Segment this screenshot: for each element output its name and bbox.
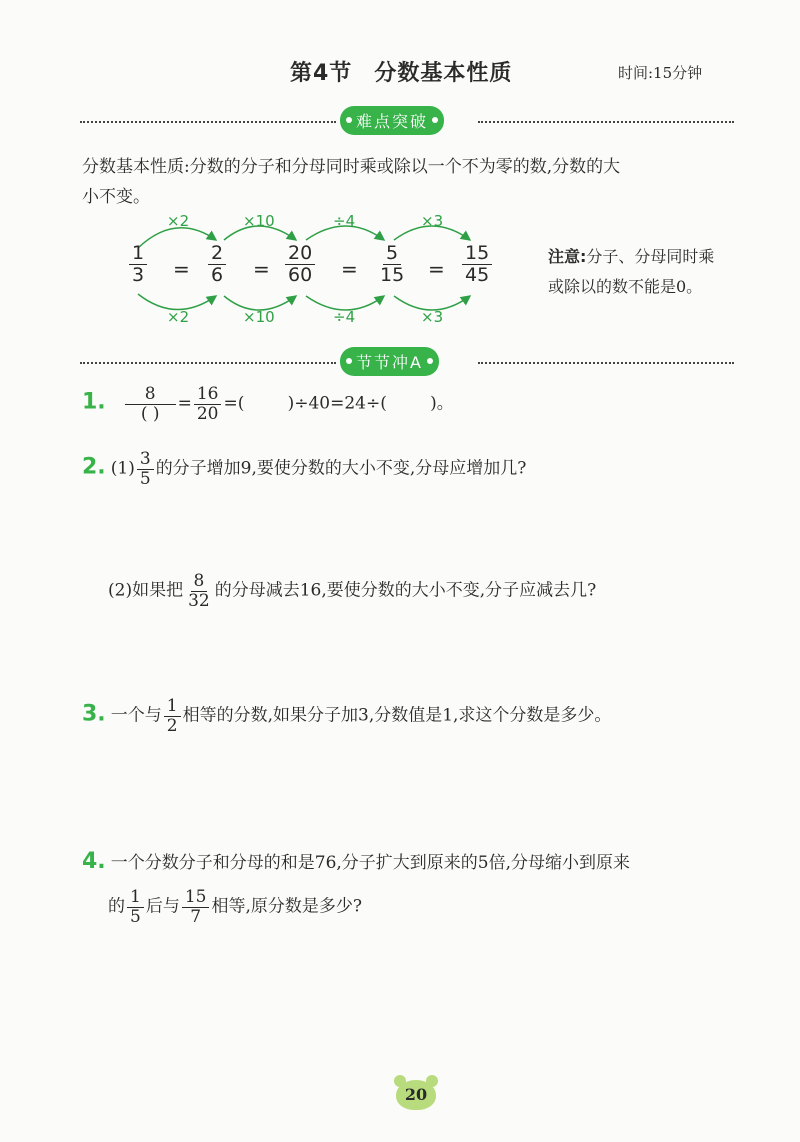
op-top-2: ×10 bbox=[243, 212, 275, 230]
section-badge-practice: 节节冲A bbox=[340, 347, 439, 376]
question-2-part-2: (2)如果把 $\frac{8}{32}$ 的分母减去16,要使分数的大小不变,分子应减去几? bbox=[108, 571, 597, 611]
chain-fraction-2: $\frac{2}{6}$ bbox=[208, 243, 226, 286]
question-4-line-2: 的 $\frac{1}{5}$ 后与 $\frac{15}{7}$ 相等,原分数是多少? bbox=[108, 887, 362, 927]
op-bottom-4: ×3 bbox=[421, 308, 444, 326]
equals-1: = bbox=[173, 257, 190, 281]
section-number: 第4节 bbox=[290, 61, 353, 86]
q1-blanks[interactable]: =( )÷40=24÷( )。 bbox=[223, 393, 454, 414]
time-limit: 时间:15分钟 bbox=[618, 64, 703, 82]
question-number: 2. bbox=[82, 454, 106, 480]
property-text: 分数基本性质:分数的分子和分母同时乘或除以一个不为零的数,分数的大 小不变。 bbox=[82, 157, 621, 207]
chain-fraction-1: $\frac{1}{3}$ bbox=[129, 243, 147, 286]
q2-fraction-2: $\frac{8}{32}$ bbox=[188, 571, 210, 611]
op-top-3: ÷4 bbox=[333, 212, 356, 230]
question-1: 1. $\frac{8}{( )}$ = $\frac{16}{20}$ =( )÷40=24÷( )。 bbox=[82, 384, 454, 424]
question-2-part-1: 2. (1) $\frac{3}{5}$ 的分子增加9,要使分数的大小不变,分母应增加几? bbox=[82, 449, 527, 489]
question-number: 3. bbox=[82, 701, 106, 727]
note-label: 注意: bbox=[548, 247, 587, 266]
op-bottom-2: ×10 bbox=[243, 308, 275, 326]
equals-3: = bbox=[341, 257, 358, 281]
section-title: 分数基本性质 bbox=[374, 61, 513, 86]
note: 注意:分子、分母同时乘 或除以的数不能是0。 bbox=[548, 247, 715, 296]
chain-fraction-4: $\frac{5}{15}$ bbox=[380, 242, 405, 286]
q2-fraction-1: $\frac{3}{5}$ bbox=[137, 450, 154, 488]
op-top-4: ×3 bbox=[421, 212, 444, 230]
q1-fraction-2: $\frac{16}{20}$ bbox=[194, 385, 222, 423]
q1-fraction-1: $\frac{8}{( )}$ bbox=[125, 385, 176, 423]
q3-fraction: $\frac{1}{2}$ bbox=[164, 697, 181, 735]
question-4: 4. 一个分数分子和分母的和是76,分子扩大到原来的5倍,分母缩小到原来 bbox=[82, 849, 631, 874]
chain-fraction-3: $\frac{20}{60}$ bbox=[285, 243, 315, 286]
divider-left-2 bbox=[80, 362, 336, 364]
arrow-top-1 bbox=[138, 228, 216, 248]
q4-fraction-1: $\frac{1}{5}$ bbox=[127, 888, 144, 926]
section-badge-difficulty: 难点突破 bbox=[340, 106, 444, 135]
question-3: 3. 一个与 $\frac{1}{2}$ 相等的分数,如果分子加3,分数值是1,求这个分数是多少。 bbox=[82, 696, 612, 736]
op-bottom-3: ÷4 bbox=[333, 308, 356, 326]
q4-fraction-2: $\frac{15}{7}$ bbox=[182, 888, 210, 926]
divider-right-2 bbox=[478, 362, 734, 364]
page-number: 20 bbox=[396, 1080, 436, 1110]
question-number: 4. bbox=[82, 849, 106, 874]
equals-4: = bbox=[428, 257, 445, 281]
chain-fraction-5: $\frac{15}{45}$ bbox=[462, 243, 492, 286]
question-number: 1. bbox=[82, 389, 106, 415]
equals-2: = bbox=[253, 257, 270, 281]
op-bottom-1: ×2 bbox=[167, 308, 190, 326]
op-top-1: ×2 bbox=[167, 212, 190, 230]
